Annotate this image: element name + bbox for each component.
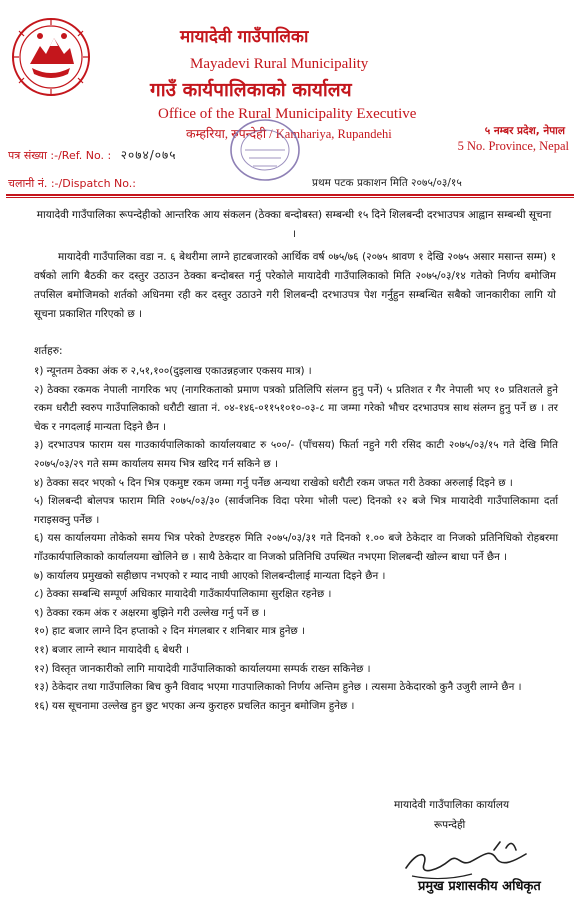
term-item: ३) दरभाउपत्र फाराम यस गाउकार्यपालिकाको कार्यालयबाट रु ५००/- (पाँचसय) फिर्ता नहुने गरी रसिद काटी २०७५/०३/१५ गते देखि मिति २०७५/०३/२९ गते सम्म कार्यालय समय भित्र खरिद गर्न सकिने छ । <box>34 439 558 470</box>
province-english: 5 No. Province, Nepal <box>457 139 569 153</box>
term-item: ९) ठेक्का रकम अंक र अक्षरमा बुझिने गरी उल्लेख गर्नु पर्ने छ । <box>34 606 266 619</box>
municipality-emblem-logo <box>10 16 92 98</box>
terms-heading: शर्तहरु: <box>34 345 63 357</box>
dispatch-number-label: चलानी नं. :-/Dispatch No.: <box>8 177 136 190</box>
term-item: १०) हाट बजार लाग्ने दिन हप्ताको २ दिन मंगलबार र शनिबार मात्र हुनेछ । <box>34 625 305 638</box>
term-item: १) न्यूनतम ठेक्का अंक रु २,५१,१००(दुइलाख एकाउन्नहजार एकसय मात्र) । <box>34 365 312 377</box>
notice-body-paragraph: मायादेवी गाउँपालिका वडा न. ६ बेथरीमा लाग्ने हाटबजारको आर्थिक वर्ष ०७५/७६ (२०७५ श्रावण १ देखि २०७५ असार मसान्त सम्म) १ वर्षको लागि बैठकी कर दस्तुर उठाउन ठेक्का बन्दोबस्त गर्नु परेकोले मायादेवी गाउँपालिकाको मिति २०७५/०३/१४ गतेको निर्णय बमोजिम तपसिल बमोजिमको शर्तको अधिनमा रही कर दस्तुर उठाउने गरी शिलबन्दी दरभाउपत्र पेश गर्नुहुन सम्बन्धित सबैको जानकारीका लागि यो सूचना प्रकाशित गरिएको छ । <box>34 251 556 320</box>
term-item: ४) ठेक्का सदर भएको ५ दिन भित्र एकमुष्ट रकम जम्मा गर्नु पर्नेछ अन्यथा राखेको धरौटी रकम जफत गरी ठेक्का अरुलाई दिइने छ । <box>34 476 513 489</box>
term-item: ८) ठेक्का सम्बन्धि सम्पूर्ण अधिकार मायादेवी गाउँकार्यपालिकामा सुरक्षित रहनेछ । <box>34 588 332 601</box>
municipality-name-nepali: मायादेवी गाउँपालिका <box>180 27 309 47</box>
term-item: ७) कार्यालय प्रमुखको सहीछाप नभएको र म्याद नाघी आएको शिलबन्दीलाई मान्यता दिइने छैन । <box>34 569 386 582</box>
signatory-office: मायादेवी गाउँपालिका कार्यालय <box>394 799 510 811</box>
letterhead-divider-thin <box>6 197 574 198</box>
term-item: ६) यस कार्यालयमा तोकेको समय भित्र परेको टेण्डरहरु मिति २०७५/०३/३१ गते दिनको १.०० बजे ठेकेदार वा निजको प्रतिनिधिको रोहबरमा गाँउकार्यपालिकाको कार्यालयमा खोलिने छ । साथै ठेकेदार वा निजको प्रतिनिधि उपस्थित नभएमा शिलबन्दी खोल्न बाधा पर्ने छैन । <box>34 532 558 563</box>
reference-number-row <box>8 146 176 163</box>
office-address: कम्हरिया, रुपन्देही / Kamhariya, Rupandehi <box>186 127 392 141</box>
signatory-place: रूपन्देही <box>434 819 466 831</box>
letterhead-divider <box>6 194 574 196</box>
reference-value: २०७४/०७५ <box>120 148 177 162</box>
office-seal-stamp <box>215 112 315 188</box>
notice-subject: मायादेवी गाउँपालिका रूपन्देहीको आन्तरिक आय संकलन (ठेक्का बन्दोबस्त) सम्बन्धी १५ दिने शिलबन्दी दरभाउपत्र आह्वान सम्बन्धी सूचना । <box>36 209 552 240</box>
term-item: १३) ठेकेदार तथा गाउँपालिका बिच कुनै विवाद भएमा गाउपालिकाको निर्णय अन्तिम हुनेछ । त्यसमा ठेकेदारको कुनै उजुरी लाग्ने छैन । <box>34 681 522 694</box>
office-name-nepali: गाउँ कार्यपालिकाको कार्यालय <box>150 79 352 101</box>
office-name-english: Office of the Rural Municipality Executive <box>158 106 417 122</box>
municipality-name-english: Mayadevi Rural Municipality <box>190 56 369 72</box>
term-item: ११) बजार लाग्ने स्थान मायादेवी ६ बेथरी । <box>34 643 189 656</box>
terms-list <box>34 362 558 715</box>
term-item: २) ठेक्का रकमक नेपाली नागरिक भए (नागरिकताको प्रमाण पत्रको प्रतिलिपि संलग्न हुनु पर्ने) ५ प्रतिशत र गैर नेपाली भए १० प्रतिशतले हुने रकम धरौटी स्वरुप गाउँपालिकाको धरौटी खाता नं. ०४-१४६-०११५१०१०-०३-८ मा जम्मा गरेको भौचर दरभाउपत्र साथ संलग्न हुनु पर्ने छ । तर चेक र नगदलाई मान्यता दिइने छैन । <box>34 383 558 433</box>
term-item: १२) विस्तृत जानकारीको लागि मायादेवी गाउँपालिकाको कार्यालयमा सम्पर्क राख्न सकिनेछ । <box>34 662 371 675</box>
province-nepali: ५ नम्बर प्रदेश, नेपाल <box>484 125 565 137</box>
reference-label: पत्र संख्या :-/Ref. No. : <box>8 149 112 162</box>
publication-date-note: प्रथम पटक प्रकाशन मिति २०७५/०३/१५ <box>312 177 462 189</box>
term-item: ५) शिलबन्दी बोलपत्र फाराम मिति २०७५/०३/३० (सार्वजनिक विदा परेमा भोली पल्ट) दिनको १२ बजे भित्र मायादेवी गाउँपालिकामा दर्ता गराइसक्नु पर्नेछ । <box>34 495 558 526</box>
signatory-title: प्रमुख प्रशासकीय अधिकृत <box>418 879 541 894</box>
term-item: १६) यस सूचनामा उल्लेख हुन छुट भएका अन्य कुराहरु प्रचलित कानुन बमोजिम हुनेछ । <box>34 699 355 712</box>
